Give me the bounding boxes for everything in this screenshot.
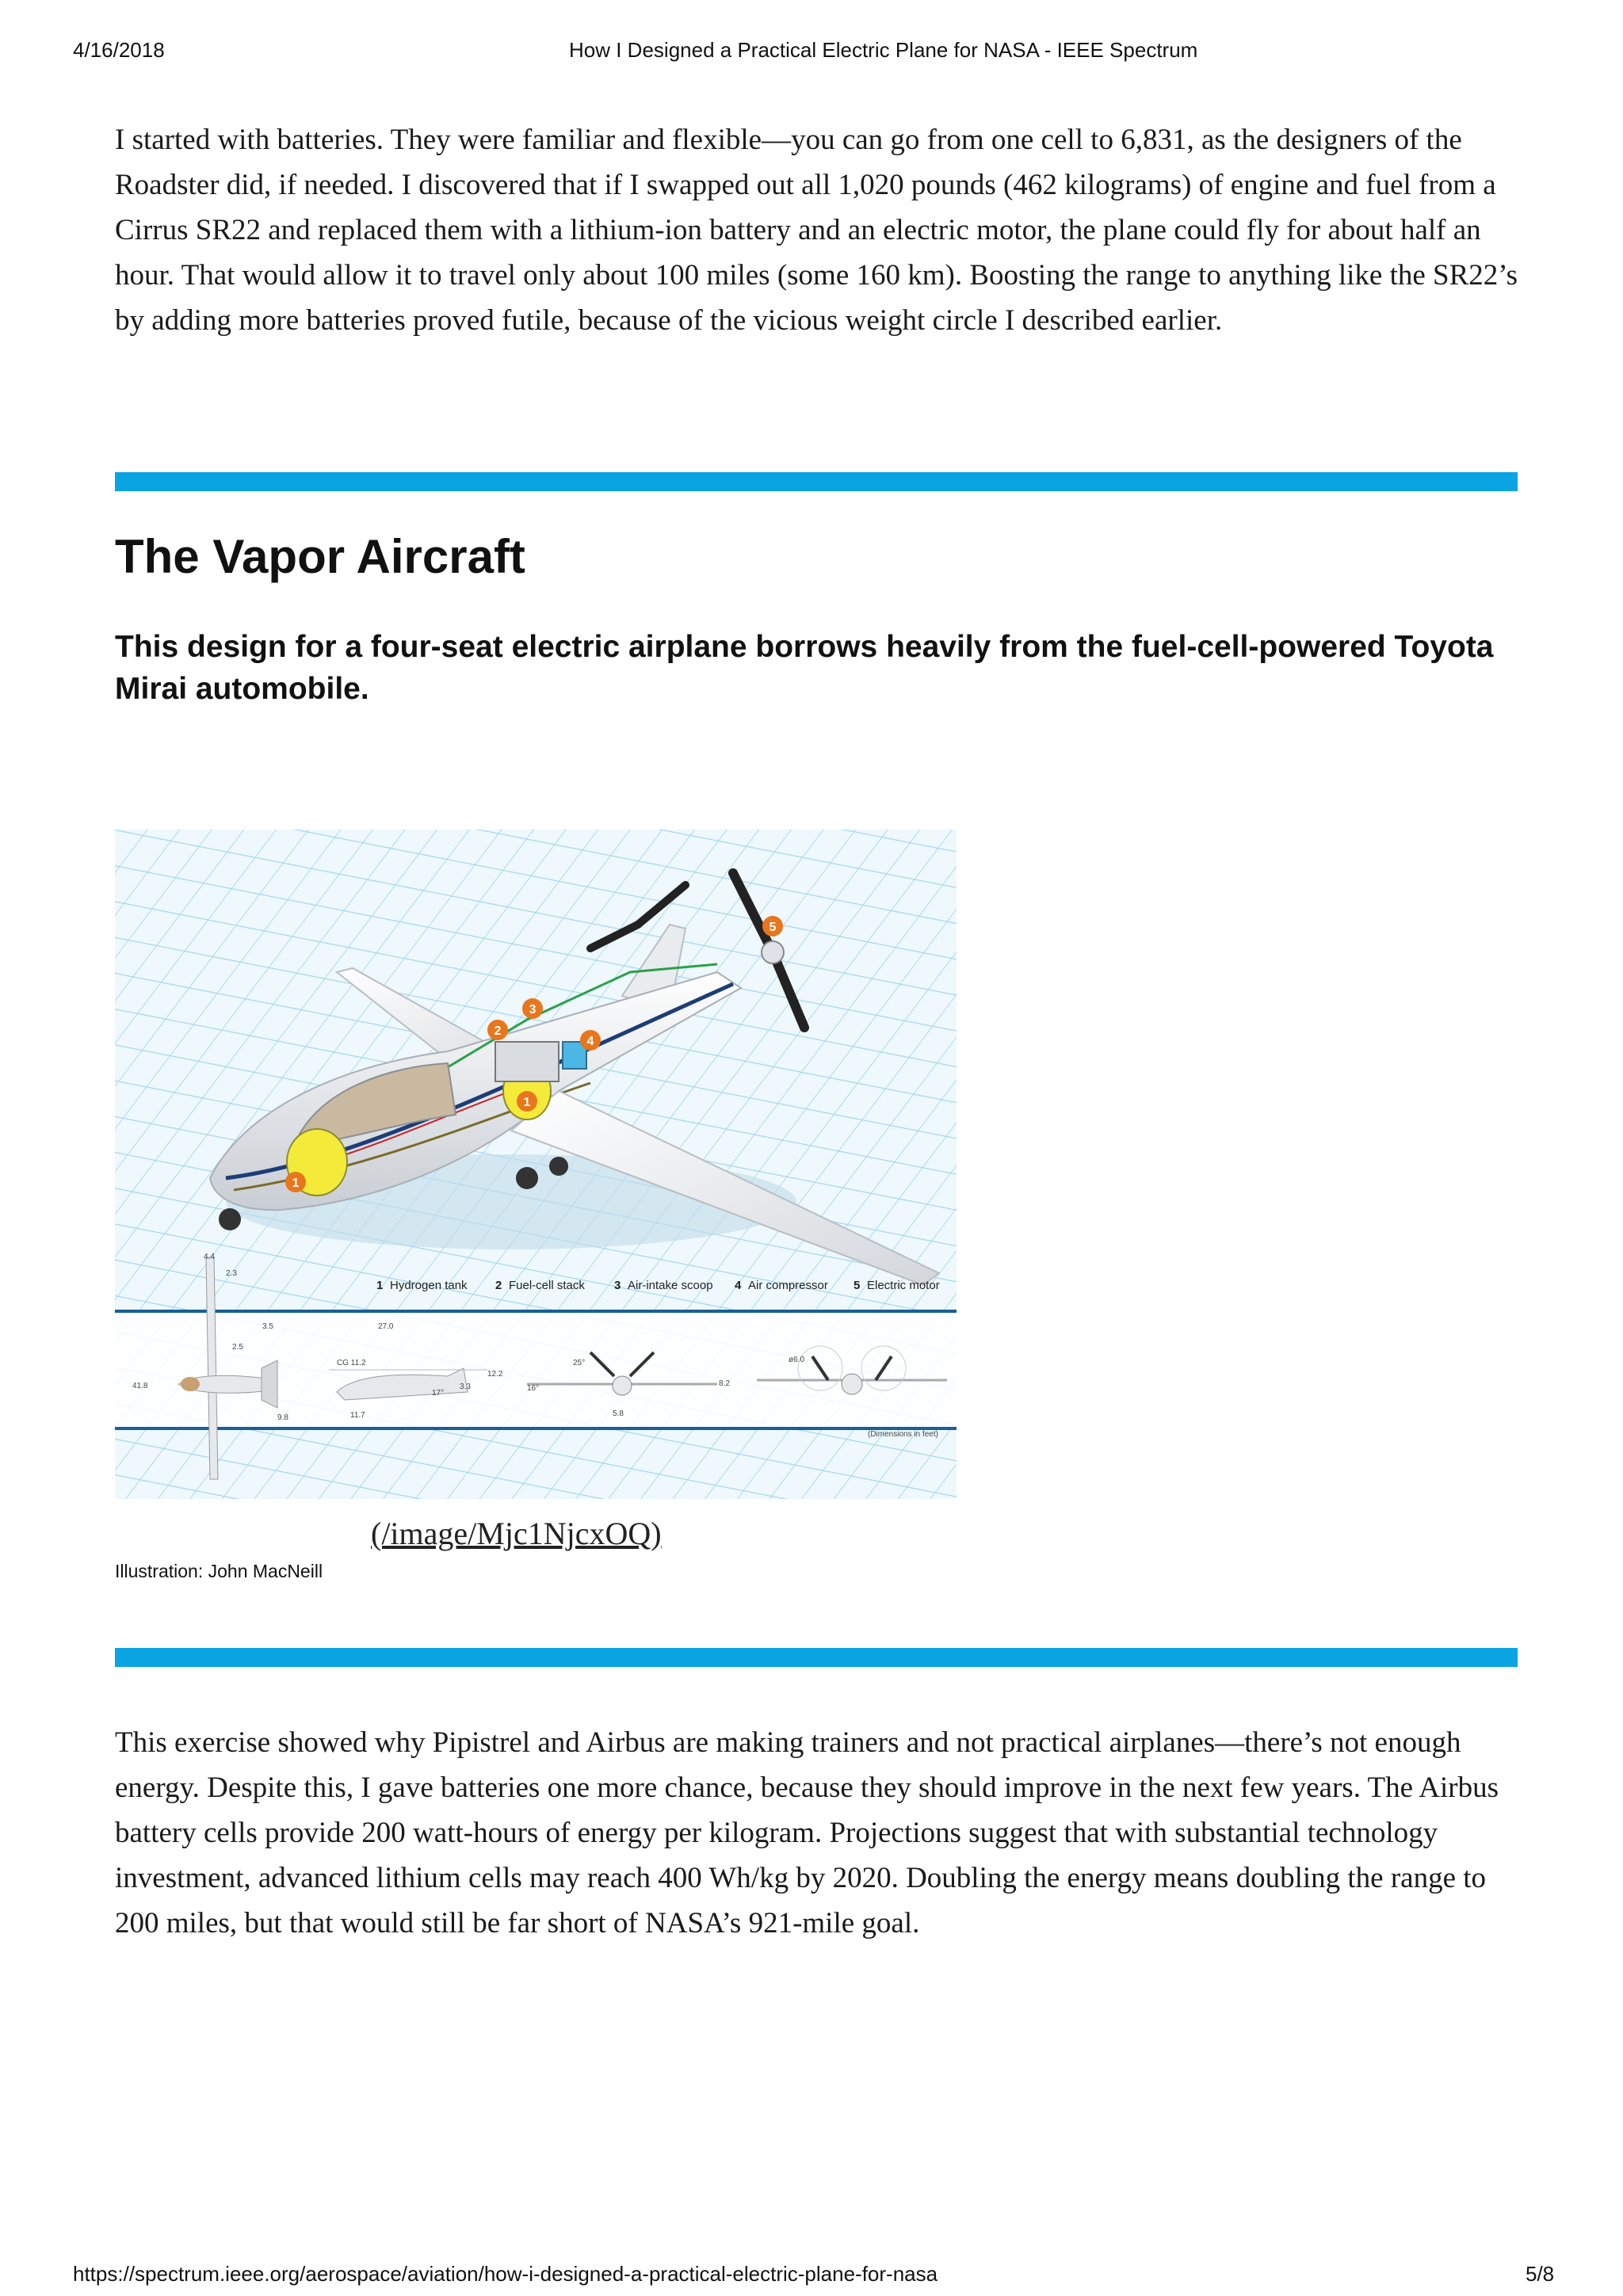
fuel-cell-stack [495, 1042, 559, 1081]
image-credit: Illustration: John MacNeill [115, 1561, 323, 1581]
article-paragraph-1: I started with batteries. They were familiar and flexible—you can go from one cell to 6,831, as the designers of the Roadster did, if needed. I discovered that if I swapped out all 1,020 pounds (462 kilograms) of engine and fuel from a Cirrus SR22 and replaced them with a lithium-ion battery and an electric motor, the plane could fly for about half an hour. That would allow it to travel only about 100 miles (some 160 km). Boosting the range to anything like the SR22’s by adding more batteries proved futile, because of the vicious weight circle I described earlier. [115, 124, 1518, 337]
svg-text:2: 2 [495, 1279, 502, 1292]
svg-text:Hydrogen tank: Hydrogen tank [390, 1279, 468, 1292]
svg-text:11.7: 11.7 [350, 1411, 365, 1420]
page-url: https://spectrum.ieee.org/aerospace/aviation/how-i-designed-a-practical-electric-plane-for-nasa [73, 2262, 938, 2286]
section-divider-top [115, 472, 1518, 491]
svg-text:1: 1 [292, 1177, 300, 1190]
svg-text:12.2: 12.2 [487, 1370, 503, 1379]
svg-text:4: 4 [735, 1279, 742, 1292]
svg-text:Fuel-cell stack: Fuel-cell stack [509, 1279, 585, 1292]
print-title: How I Designed a Practical Electric Plane for NASA - IEEE Spectrum [569, 38, 1198, 62]
svg-text:ø6.0: ø6.0 [789, 1356, 805, 1364]
svg-text:5: 5 [854, 1279, 861, 1292]
section-dek: This design for a four-seat electric airplane borrows heavily from the fuel-cell-powered Toyota Mirai automobile. [115, 630, 1494, 706]
svg-text:5.8: 5.8 [613, 1409, 624, 1418]
svg-text:Air-intake scoop: Air-intake scoop [628, 1279, 713, 1292]
svg-text:16°: 16° [527, 1384, 540, 1393]
svg-text:5: 5 [769, 921, 777, 934]
svg-text:3: 3 [614, 1279, 621, 1292]
svg-text:17°: 17° [432, 1389, 445, 1398]
svg-text:27.0: 27.0 [378, 1322, 394, 1331]
nose-wheel [219, 1208, 241, 1230]
svg-text:Air compressor: Air compressor [748, 1279, 828, 1292]
svg-text:3: 3 [529, 1003, 537, 1016]
section-divider-bottom [115, 1648, 1518, 1667]
svg-text:CG 11.2: CG 11.2 [337, 1359, 366, 1367]
svg-text:2.3: 2.3 [226, 1269, 237, 1278]
svg-text:3.5: 3.5 [262, 1322, 273, 1331]
print-date: 4/16/2018 [73, 38, 165, 62]
svg-text:41.8: 41.8 [132, 1382, 148, 1390]
svg-text:2.5: 2.5 [232, 1343, 243, 1352]
vapor-aircraft-illustration[interactable] [115, 830, 957, 1499]
section-title: The Vapor Aircraft [115, 530, 525, 583]
svg-text:1: 1 [523, 1096, 531, 1109]
svg-text:8.2: 8.2 [719, 1379, 730, 1388]
svg-text:9.8: 9.8 [277, 1413, 288, 1422]
svg-text:3.3: 3.3 [460, 1383, 471, 1391]
main-wheel [516, 1167, 538, 1189]
page-number: 5/8 [1526, 2262, 1555, 2286]
svg-text:2: 2 [494, 1024, 502, 1038]
svg-text:1: 1 [376, 1279, 384, 1292]
svg-text:4: 4 [586, 1035, 594, 1048]
svg-text:25°: 25° [573, 1359, 586, 1367]
svg-text:(Dimensions in feet): (Dimensions in feet) [868, 1430, 938, 1439]
figure-legend [376, 1279, 940, 1292]
image-link[interactable]: (/image/Mjc1NjcxOQ) [371, 1516, 662, 1551]
svg-text:4.4: 4.4 [204, 1253, 215, 1261]
article-paragraph-2: This exercise showed why Pipistrel and Airbus are making trainers and not practical airplanes—there’s not enough energy. Despite this, I gave batteries one more chance, because they should improve in the next few years. The Airbus battery cells provide 200 watt-hours of energy per kilogram. Projections suggest that with substantial technology investment, advanced lithium cells may reach 400 Wh/kg by 2020. Doubling the energy means doubling the range to 200 miles, but that would still be far short of NASA’s 921-mile goal. [115, 1726, 1499, 1939]
svg-text:Electric motor: Electric motor [867, 1279, 940, 1292]
